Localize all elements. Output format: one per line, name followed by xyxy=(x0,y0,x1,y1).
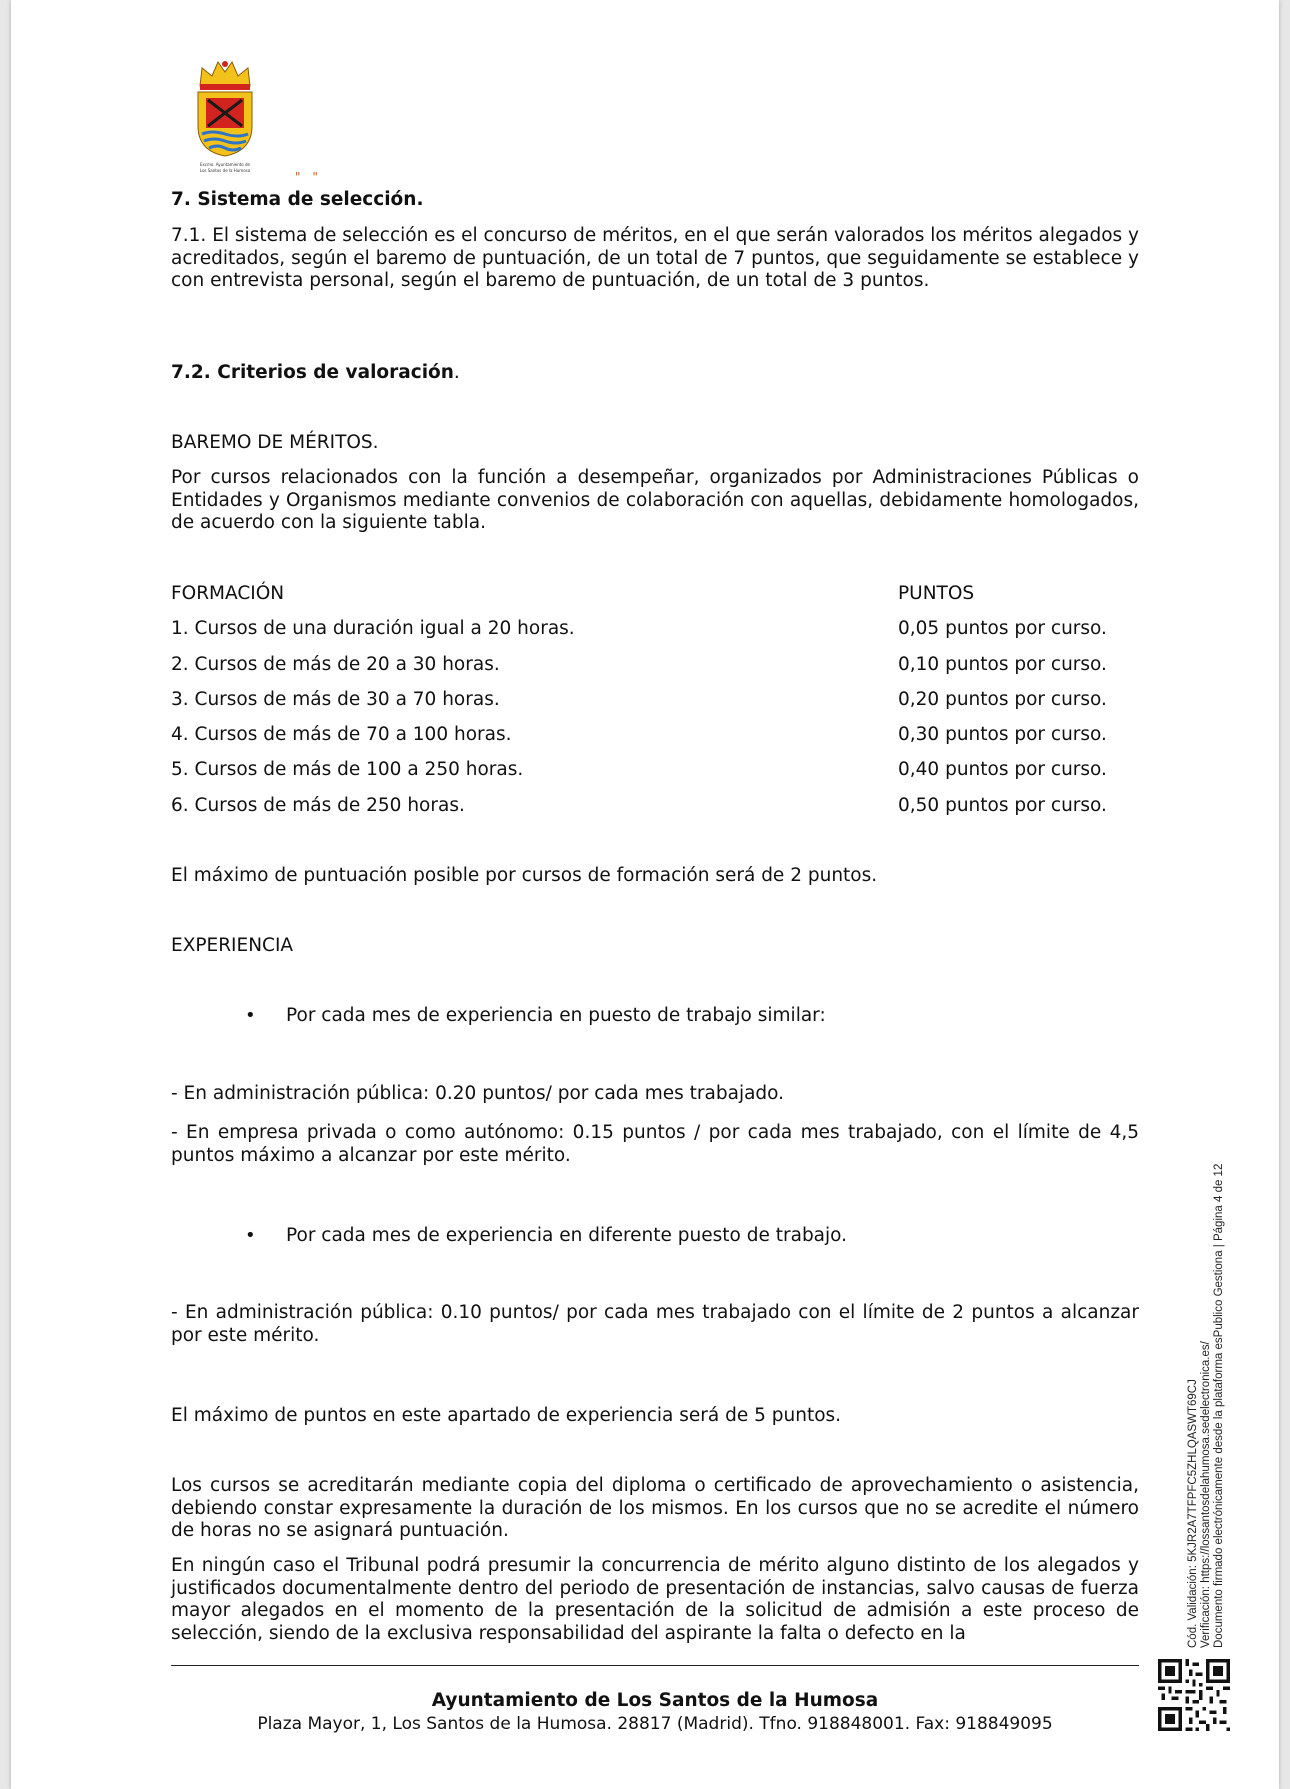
course-cell: 1. Cursos de una duración igual a 20 horas. xyxy=(171,618,575,640)
formacion-table xyxy=(171,583,1139,830)
column-header-puntos: PUNTOS xyxy=(898,583,975,604)
validation-text xyxy=(1187,1108,1226,1648)
experiencia-line-1: - En administración pública: 0.20 puntos/ por cada mes trabajado. xyxy=(171,1083,785,1104)
baremo-intro: Por cursos relacionados con la función a desempeñar, organizados por Administraciones Públicas o Entidades y Organismos mediante convenios de colaboración con aquellas, debidamente homologados, de acuerdo con la siguiente tabla. xyxy=(171,467,1139,533)
paragraph-tribunal: En ningún caso el Tribunal podrá presumir la concurrencia de mérito alguno distinto de los alegados y justificados documentalmente dentro del periodo de presentación de instancias, salvo causas de fuerza mayor alegados en el momento de la presentación de la solicitud de admisión a este proceso de selección, siendo de la exclusiva responsabilidad del aspirante la falta o defecto en la xyxy=(171,1555,1139,1644)
table-header-row xyxy=(171,583,1139,618)
paragraph-acreditacion: Los cursos se acreditarán mediante copia del diploma o certificado de aprovechamiento o asistencia, debiendo constar expresamente la duración de los mismos. En los cursos que no se acredite el número de horas no se asignará puntuación. xyxy=(171,1475,1139,1541)
footer-organization-name: Ayuntamiento de Los Santos de la Humosa xyxy=(431,1690,879,1711)
experiencia-line-2: - En empresa privada o como autónomo: 0.15 puntos / por cada mes trabajado, con el límite de 4,5 puntos máximo a alcanzar por este mérito. xyxy=(171,1122,1139,1166)
course-cell: 5. Cursos de más de 100 a 250 horas. xyxy=(171,759,524,781)
bullet-text: Por cada mes de experiencia en diferente puesto de trabajo. xyxy=(286,1225,848,1246)
crest-caption-2: Los Santos de la Humosa xyxy=(199,168,251,173)
qr-code-icon xyxy=(1158,1659,1230,1731)
bullet-icon: • xyxy=(245,1005,256,1026)
table-row xyxy=(171,795,1139,830)
bullet-icon: • xyxy=(245,1225,256,1246)
crest-caption-1: Excmo. Ayuntamiento de xyxy=(199,162,251,167)
points-cell: 0,30 puntos por curso. xyxy=(898,724,1107,746)
decorative-marks: " " xyxy=(295,170,322,184)
signature-note: Documento firmado electrónicamente desde la plataforma esPublico Gestiona | Página 4 de 12 xyxy=(1213,1163,1225,1648)
table-row xyxy=(171,759,1139,794)
points-cell: 0,50 puntos por curso. xyxy=(898,794,1107,816)
points-cell: 0,40 puntos por curso. xyxy=(898,759,1107,781)
course-cell: 4. Cursos de más de 70 a 100 horas. xyxy=(171,724,512,746)
table-row xyxy=(171,654,1139,689)
section-7-2-heading xyxy=(171,362,460,383)
heading-7-2-text: 7.2. Criterios de valoración xyxy=(171,362,454,383)
paragraph-7-1: 7.1. El sistema de selección es el concurso de méritos, en el que serán valorados los méritos alegados y acreditados, según el baremo de puntuación, de un total de 7 puntos, que seguidamente se establece y con entrevista personal, según el baremo de puntuación, de un total de 3 puntos. xyxy=(171,225,1139,291)
table-row xyxy=(171,689,1139,724)
points-cell: 0,05 puntos por curso. xyxy=(898,618,1107,640)
coat-of-arms-logo xyxy=(182,56,268,176)
document-page xyxy=(11,0,1279,1789)
validation-code: Cód. Validación: 5KJR2A7TFPFC5ZHLQASWT69CJ xyxy=(1187,1379,1199,1648)
verification-url: Verificación: https://lossantosdelahumosa.sedelectronica.es/ xyxy=(1200,1341,1212,1648)
section-title: 7. Sistema de selección. xyxy=(171,189,424,210)
experiencia-line-3: - En administración pública: 0.10 puntos/ por cada mes trabajado con el límite de 2 puntos a alcanzar por este mérito. xyxy=(171,1302,1139,1346)
course-cell: 6. Cursos de más de 250 horas. xyxy=(171,794,465,816)
experiencia-title: EXPERIENCIA xyxy=(171,935,294,956)
baremo-title: BAREMO DE MÉRITOS. xyxy=(171,432,379,453)
course-cell: 3. Cursos de más de 30 a 70 horas. xyxy=(171,688,500,710)
max-formacion-text: El máximo de puntuación posible por cursos de formación será de 2 puntos. xyxy=(171,865,878,886)
table-row xyxy=(171,618,1139,653)
course-cell: 2. Cursos de más de 20 a 30 horas. xyxy=(171,653,500,675)
footer-address: Plaza Mayor, 1, Los Santos de la Humosa. 28817 (Madrid). Tfno. 918848001. Fax: 918849095 xyxy=(257,1714,1053,1734)
points-cell: 0,20 puntos por curso. xyxy=(898,688,1107,710)
max-experiencia-text: El máximo de puntos en este apartado de experiencia será de 5 puntos. xyxy=(171,1405,842,1426)
heading-7-2-period: . xyxy=(453,362,460,383)
bullet-text: Por cada mes de experiencia en puesto de trabajo similar: xyxy=(286,1005,826,1026)
table-row xyxy=(171,724,1139,759)
points-cell: 0,10 puntos por curso. xyxy=(898,653,1107,675)
column-header-formacion: FORMACIÓN xyxy=(171,583,285,604)
footer-divider xyxy=(171,1665,1139,1666)
